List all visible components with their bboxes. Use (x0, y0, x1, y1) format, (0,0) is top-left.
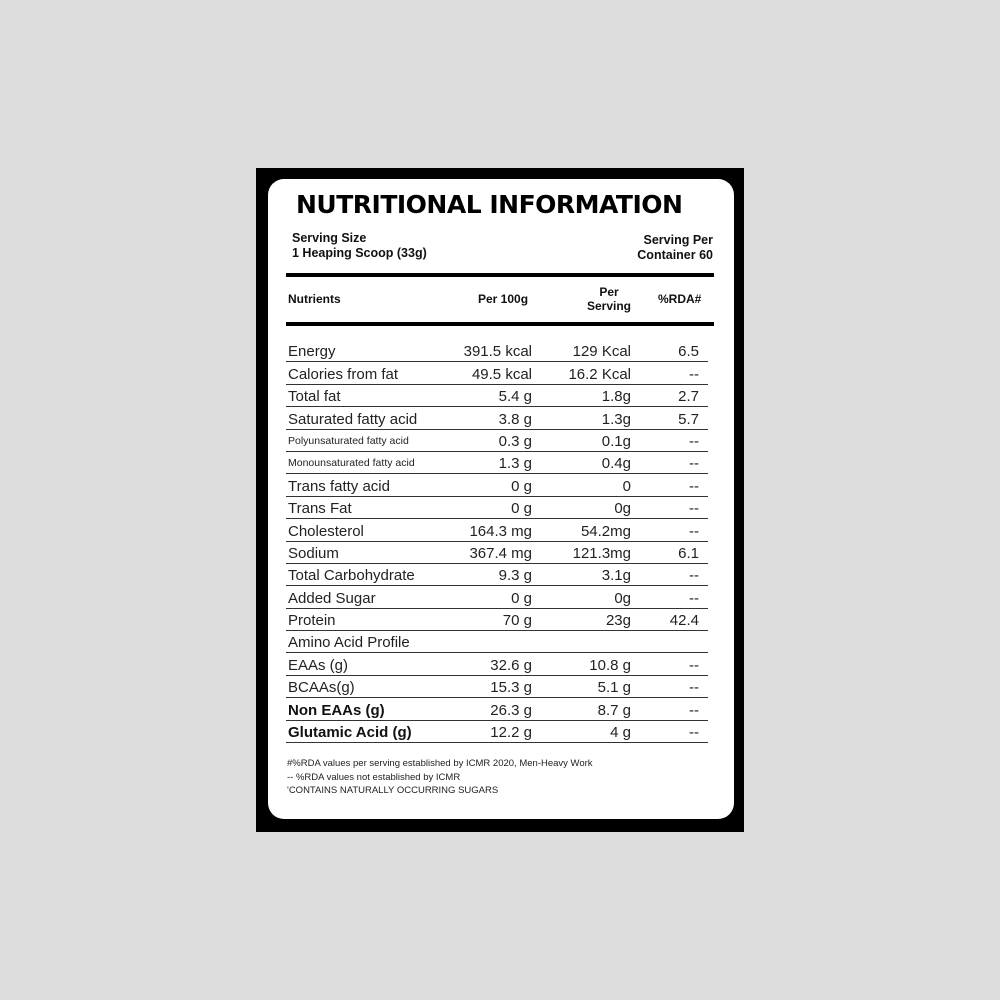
table-row (286, 542, 708, 564)
value-rda: -- (689, 522, 699, 540)
value-rda: 42.4 (669, 612, 699, 630)
nutrient-name: Total Carbohydrate (288, 567, 415, 585)
serving-per-value: Container 60 (637, 248, 713, 262)
value-rda: -- (689, 679, 699, 697)
nutrient-name: Monounsaturated fatty acid (288, 457, 415, 470)
nutrient-name: Polyunsaturated fatty acid (288, 434, 409, 447)
nutrient-name: BCAAs(g) (288, 679, 355, 697)
table-row (286, 698, 708, 720)
value-rda: -- (689, 365, 699, 383)
value-rda: -- (689, 455, 699, 473)
value-per-100g: 49.5 kcal (471, 365, 532, 383)
value-per-serving: 1.3g (601, 410, 631, 428)
value-per-serving: 129 Kcal (572, 343, 631, 361)
nutrient-name: Sodium (288, 544, 339, 562)
table-row (286, 452, 708, 474)
value-per-serving: 23g (605, 612, 631, 630)
nutrient-name: Glutamic Acid (g) (288, 724, 412, 742)
nutrient-name: Amino Acid Profile (288, 634, 410, 652)
nutrient-name: Energy (288, 343, 336, 361)
serving-per-label: Serving Per (643, 233, 713, 247)
value-per-serving: 4 g (610, 724, 631, 742)
value-per-serving: 121.3mg (572, 544, 631, 562)
value-per-100g: 26.3 g (490, 701, 532, 719)
value-per-serving: 1.8g (601, 388, 631, 406)
divider-top (286, 273, 714, 277)
value-per-100g: 32.6 g (490, 656, 532, 674)
label-title: NUTRITIONAL INFORMATION (296, 190, 683, 219)
value-per-100g: 5.4 g (498, 388, 532, 406)
table-row (286, 497, 708, 519)
table-row (286, 609, 708, 631)
value-rda: -- (689, 477, 699, 495)
value-rda: 2.7 (678, 388, 699, 406)
col-header-nutrients: Nutrients (288, 292, 341, 306)
value-rda: 5.7 (678, 410, 699, 428)
value-rda: -- (689, 724, 699, 742)
nutrient-name: Total fat (288, 388, 341, 406)
table-row (286, 362, 708, 384)
value-per-serving: 3.1g (601, 567, 631, 585)
value-per-100g: 367.4 mg (469, 544, 532, 562)
table-row (286, 721, 708, 743)
table-row (286, 385, 708, 407)
value-rda: -- (689, 656, 699, 674)
servings-per-container (637, 233, 713, 263)
table-row (286, 474, 708, 496)
footnote: #%RDA values per serving established by ICMR 2020, Men-Heavy Work (287, 758, 593, 769)
value-rda: -- (689, 701, 699, 719)
value-per-100g: 0 g (511, 589, 532, 607)
divider-header (286, 322, 714, 326)
table-row (286, 631, 708, 653)
value-rda: -- (689, 432, 699, 450)
table-row (286, 676, 708, 698)
value-per-100g: 15.3 g (490, 679, 532, 697)
value-per-serving: 54.2mg (580, 522, 631, 540)
value-per-serving: 0.1g (601, 432, 631, 450)
nutrient-name: Non EAAs (g) (288, 701, 385, 719)
value-per-serving: 10.8 g (589, 656, 631, 674)
value-per-serving: 0.4g (601, 455, 631, 473)
value-per-100g: 391.5 kcal (463, 343, 532, 361)
value-per-100g: 0 g (511, 500, 532, 518)
nutrient-name: Calories from fat (288, 365, 399, 383)
value-per-serving: 0g (614, 500, 631, 518)
value-rda: -- (689, 567, 699, 585)
col-header-per-serving-line2: Serving (586, 299, 631, 313)
footnote: 'CONTAINS NATURALLY OCCURRING SUGARS (287, 785, 499, 796)
nutrient-name: Cholesterol (288, 522, 364, 540)
value-per-serving: 8.7 g (597, 701, 631, 719)
col-header-per100g: Per 100g (478, 292, 529, 306)
value-per-100g: 70 g (502, 612, 532, 630)
nutrient-name: Saturated fatty acid (288, 410, 418, 428)
serving-size-value: 1 Heaping Scoop (33g) (292, 246, 427, 260)
value-per-100g: 0 g (511, 477, 532, 495)
table-row (286, 653, 708, 675)
col-header-per-serving-line1: Per (599, 285, 619, 299)
nutrient-name: EAAs (g) (288, 656, 349, 674)
value-per-100g: 1.3 g (498, 455, 532, 473)
serving-size-label: Serving Size (292, 231, 367, 245)
nutrient-name: Added Sugar (288, 589, 376, 607)
value-per-100g: 9.3 g (498, 567, 532, 585)
table-row (286, 586, 708, 608)
nutrient-table (286, 340, 708, 743)
nutrient-name: Protein (288, 612, 336, 630)
value-per-serving: 16.2 Kcal (568, 365, 631, 383)
table-row (286, 564, 708, 586)
value-per-serving: 0g (614, 589, 631, 607)
table-row (286, 340, 708, 362)
value-rda: 6.1 (678, 544, 699, 562)
table-row (286, 519, 708, 541)
value-per-100g: 164.3 mg (469, 522, 532, 540)
table-row (286, 430, 708, 452)
value-per-100g: 0.3 g (498, 432, 532, 450)
value-rda: -- (689, 500, 699, 518)
col-header-rda: %RDA# (658, 292, 702, 306)
nutrient-name: Trans fatty acid (288, 477, 390, 495)
value-per-100g: 12.2 g (490, 724, 532, 742)
value-per-serving: 0 (622, 477, 631, 495)
footnote: -- %RDA values not established by ICMR (287, 771, 461, 783)
col-header-per-serving (583, 285, 635, 313)
value-rda: 6.5 (678, 343, 699, 361)
value-rda: -- (689, 589, 699, 607)
nutrient-name: Trans Fat (288, 500, 352, 518)
table-row (286, 407, 708, 429)
value-per-serving: 5.1 g (597, 679, 631, 697)
serving-size (292, 231, 427, 261)
value-per-100g: 3.8 g (498, 410, 532, 428)
footnotes (287, 757, 593, 798)
